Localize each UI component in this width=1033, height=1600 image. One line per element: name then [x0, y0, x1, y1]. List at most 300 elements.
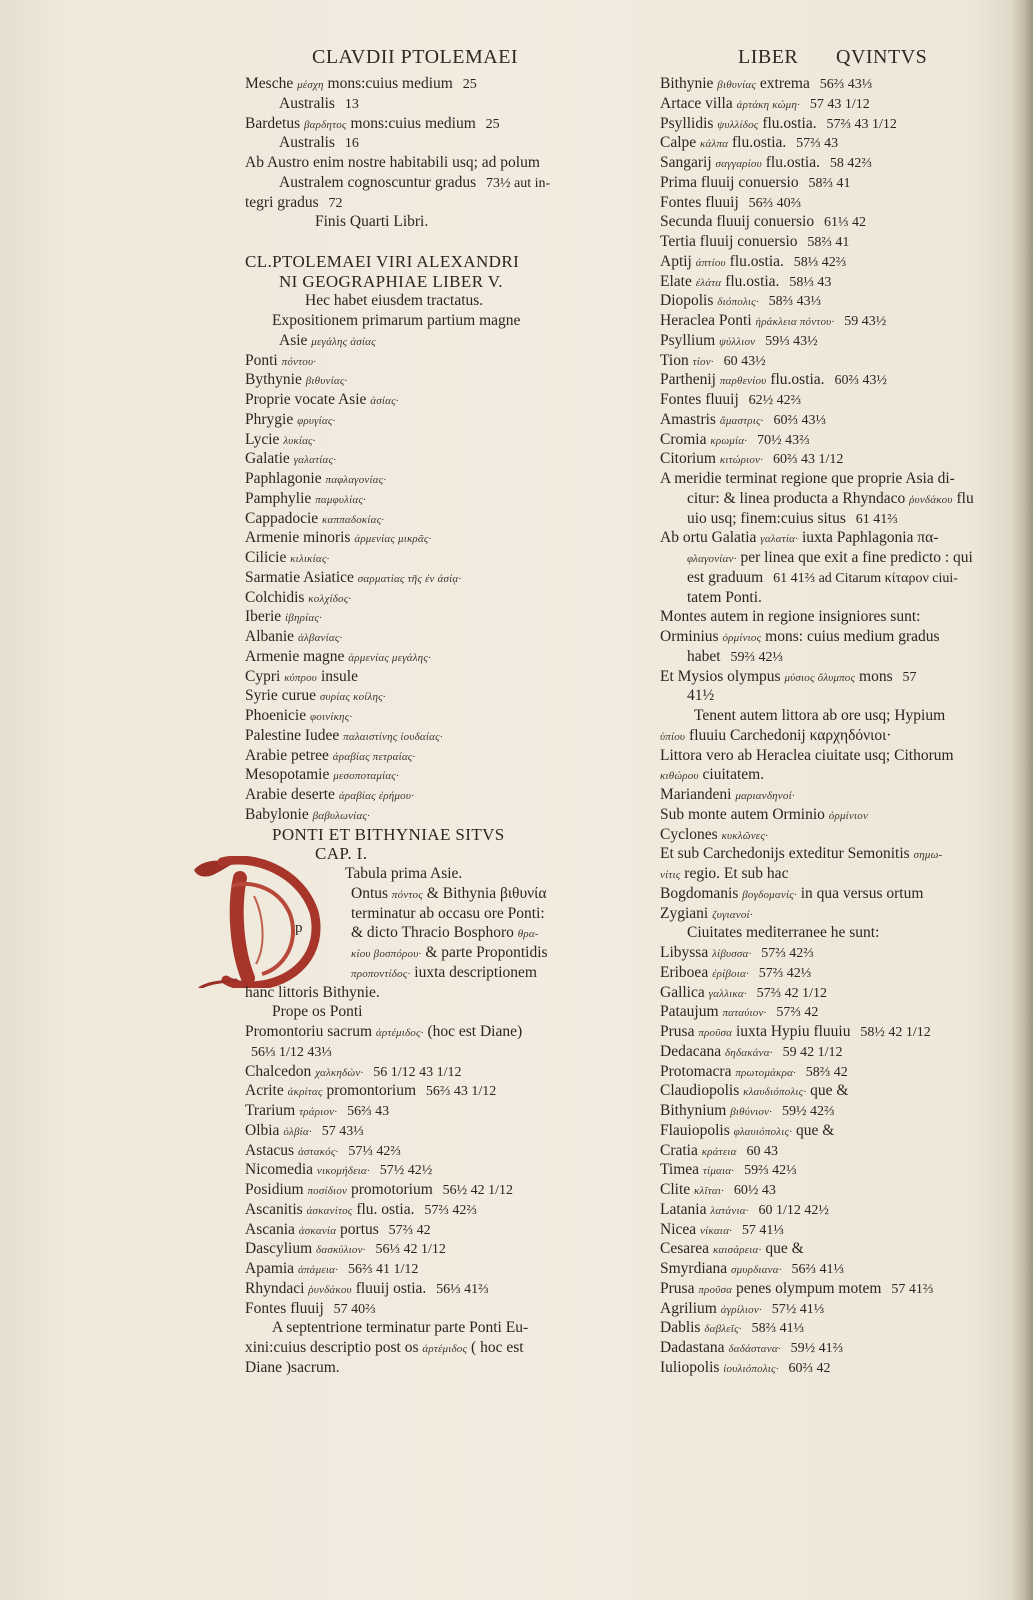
text-line	[660, 351, 980, 371]
text-line	[660, 805, 980, 825]
latin-text: Et Mysios olympus	[660, 667, 781, 685]
latin-text: Psyllidis	[660, 114, 714, 132]
text-line	[660, 1062, 980, 1082]
greek-gloss: τίμαια·	[702, 1165, 735, 1178]
latin-text-cont: ( hoc est	[471, 1339, 524, 1356]
latin-text-cont: flu. ostia.	[356, 1200, 415, 1218]
text-line	[245, 1141, 595, 1161]
latin-text: Timea	[660, 1161, 700, 1179]
greek-gloss: καισάρεια·	[712, 1244, 762, 1257]
greek-gloss: ψυλλίδος	[717, 118, 759, 131]
latin-text: Diane )sacrum.	[245, 1358, 340, 1376]
latin-text: Mariandeni	[660, 786, 732, 803]
text-line	[660, 1279, 980, 1299]
coordinates: 16	[344, 136, 359, 152]
greek-gloss: ἰβηρίας·	[285, 612, 322, 625]
coordinates: 57⅔ 43 1/12	[826, 116, 897, 132]
text-line	[660, 331, 980, 351]
latin-text: Sarmatie Asiatice	[245, 568, 354, 586]
text-line	[245, 627, 595, 647]
latin-text-cont: & parte Propontidis	[425, 944, 548, 961]
text-line	[660, 1042, 980, 1062]
text-line	[245, 212, 595, 232]
text-line	[660, 667, 980, 687]
latin-text: Arabie petree	[245, 746, 329, 764]
latin-text: xini:cuius descriptio post os	[245, 1339, 419, 1356]
coordinates: 58⅓ 42⅔	[793, 254, 847, 270]
greek-gloss: βογδομανίς·	[742, 888, 797, 901]
greek-gloss: γαλλικα·	[708, 987, 747, 1000]
greek-gloss: ἡράκλεια πόντου·	[755, 316, 835, 328]
latin-text: Acrite	[245, 1082, 284, 1100]
text-line	[660, 212, 980, 232]
latin-text: Sangarij	[660, 154, 712, 171]
text-line	[660, 706, 980, 726]
latin-text: Protomacra	[660, 1062, 732, 1080]
greek-gloss: ἀρτέμιδος·	[375, 1027, 424, 1039]
text-line	[660, 94, 980, 114]
text-line	[660, 311, 980, 331]
greek-gloss: ἀρτάκη κώμη·	[736, 98, 800, 111]
text-line	[660, 1121, 980, 1141]
coordinates: 56⅓ 42 1/12	[375, 1242, 446, 1258]
latin-text-cont: mons:cuius medium	[350, 114, 476, 132]
text-line	[660, 1239, 980, 1259]
text-column-right	[660, 74, 980, 1378]
greek-gloss: μαριανδηνοί·	[735, 790, 795, 802]
greek-gloss: κιθώρου	[660, 770, 699, 783]
greek-gloss: συρίας κοίλης·	[319, 691, 386, 704]
text-line	[660, 74, 980, 94]
text-line	[245, 193, 595, 213]
latin-text: Prope os Ponti	[272, 1003, 363, 1021]
text-line	[245, 1279, 595, 1299]
text-line	[245, 1062, 595, 1082]
text-line	[660, 785, 980, 805]
text-line	[245, 1101, 595, 1121]
coordinates: 57⅔ 42	[776, 1005, 819, 1021]
latin-text: Proprie vocate Asie	[245, 391, 367, 408]
greek-gloss: λυκίας·	[283, 434, 316, 447]
text-line	[245, 686, 595, 706]
text-line	[245, 943, 595, 963]
greek-gloss: ἀρτέμιδος	[422, 1343, 468, 1355]
latin-text: Armenie magne	[245, 647, 345, 665]
text-line	[245, 864, 595, 884]
running-head-right-quintus: QVINTVS	[836, 46, 928, 68]
latin-text: Galatie	[245, 450, 290, 468]
latin-text: CAP. I.	[315, 844, 368, 864]
text-line	[245, 449, 595, 469]
greek-gloss: βαβυλωνίας·	[312, 809, 371, 822]
text-line	[245, 1042, 595, 1062]
greek-gloss: μέσχη	[297, 79, 324, 91]
latin-text-cont: penes olympum motem	[735, 1279, 882, 1297]
latin-text-cont: mons	[859, 667, 893, 685]
coordinates: 61⅓ 42	[823, 215, 866, 231]
latin-text: Bogdomanis	[660, 884, 739, 902]
latin-text: Lycie	[245, 430, 280, 448]
text-line	[245, 94, 595, 114]
greek-gloss: φλαγονίαν·	[687, 553, 737, 565]
coordinates: 56 1/12 43 1/12	[373, 1064, 462, 1080]
latin-text: hanc littoris Bithynie.	[245, 983, 380, 1001]
coordinates: 58 42⅔	[829, 156, 872, 171]
text-line	[660, 943, 980, 963]
coordinates: 61 41⅔ ad Citarum κίταρον ciui-	[773, 570, 958, 586]
text-line	[245, 963, 595, 983]
running-head-left: CLAVDII PTOLEMAEI	[312, 46, 519, 68]
guide-letter: p	[295, 920, 303, 936]
coordinates: 57⅔ 42	[388, 1222, 431, 1238]
latin-text: Bythynie	[245, 371, 302, 389]
latin-text: Australem cognoscuntur gradus	[279, 173, 477, 191]
latin-text: Dablis	[660, 1319, 701, 1337]
coordinates: 56⅔ 43⅓	[819, 77, 873, 92]
latin-text: Prusa	[660, 1279, 695, 1297]
latin-text-cont: flu.ostia.	[729, 252, 784, 270]
coordinates: 56⅔ 43 1/12	[425, 1084, 497, 1100]
text-line	[660, 983, 980, 1003]
greek-gloss: ἄμαστρις·	[719, 414, 764, 427]
greek-gloss: δαδάστανα·	[728, 1343, 781, 1355]
greek-gloss: νίκαια·	[700, 1224, 732, 1237]
greek-gloss: ἀστακός·	[297, 1145, 339, 1158]
latin-text: Fontes fluuij	[245, 1299, 324, 1317]
latin-text: tegri gradus	[245, 193, 319, 211]
latin-text-cont: in qua versus ortum	[800, 884, 924, 902]
greek-gloss: θρα-	[517, 928, 539, 941]
text-line	[660, 1081, 980, 1101]
latin-text: Palestine Iudee	[245, 726, 340, 744]
text-line	[660, 686, 980, 706]
latin-text: Ab ortu Galatia	[660, 529, 757, 547]
latin-text: Ascanitis	[245, 1200, 303, 1218]
coordinates: 60⅔ 43 1/12	[772, 452, 844, 468]
greek-gloss: ἀρμενίας μεγάλης·	[348, 651, 431, 664]
greek-gloss: ζυγιανοί·	[712, 908, 753, 921]
text-line	[245, 528, 595, 548]
latin-text: Et sub Carchedonijs exteditur Semonitis	[660, 845, 910, 863]
latin-text: Phoenicie	[245, 707, 307, 724]
latin-text: Zygiani	[660, 904, 709, 922]
greek-gloss: πόντου·	[281, 355, 317, 368]
text-line	[245, 904, 595, 924]
coordinates: 72	[328, 195, 343, 211]
coordinates: 57 43 1/12	[809, 96, 870, 112]
latin-text: Cromia	[660, 430, 707, 448]
latin-text: Heraclea Ponti	[660, 312, 752, 329]
greek-gloss: προῦσα	[698, 1283, 733, 1296]
greek-gloss: βιθυνίας·	[305, 375, 348, 388]
latin-text-cont: mons:cuius medium	[327, 75, 453, 92]
text-line	[245, 1239, 595, 1259]
text-line	[660, 1220, 980, 1240]
text-line	[245, 1220, 595, 1240]
greek-gloss: μεγάλης ἀσίας	[311, 335, 376, 348]
greek-gloss: σαγγαρίου	[715, 158, 762, 170]
latin-text: 41½	[687, 687, 715, 705]
latin-text: Prusa	[660, 1023, 695, 1040]
latin-text: Elate	[660, 272, 692, 290]
latin-text: Australis	[279, 94, 335, 112]
text-line	[245, 351, 595, 371]
latin-text: Bardetus	[245, 114, 301, 132]
greek-gloss: δηδακάνα·	[724, 1046, 773, 1059]
latin-text: NI GEOGRAPHIAE LIBER V.	[279, 271, 503, 291]
latin-text: Agrilium	[660, 1299, 717, 1317]
text-line	[660, 1200, 980, 1220]
text-line	[245, 923, 595, 943]
latin-text: Diopolis	[660, 292, 714, 310]
coordinates: 57½ 41⅓	[771, 1301, 825, 1317]
latin-text: CL.PTOLEMAEI VIRI ALEXANDRI	[245, 251, 520, 271]
text-line	[660, 647, 980, 667]
greek-gloss: ὑπίου	[660, 730, 686, 743]
text-line	[245, 173, 595, 193]
text-line	[245, 469, 595, 489]
latin-text-cont: promontorium	[326, 1082, 417, 1100]
latin-text: Mesche	[245, 75, 294, 92]
latin-text: Cypri	[245, 667, 281, 685]
latin-text: est graduum	[687, 568, 764, 586]
greek-gloss: σημω-	[913, 849, 943, 862]
coordinates: 57 40⅔	[333, 1301, 376, 1317]
greek-gloss: παφλαγονίας·	[325, 474, 387, 486]
latin-text: Claudiopolis	[660, 1082, 740, 1100]
greek-gloss: παρθενίου	[719, 375, 767, 388]
text-line	[660, 469, 980, 489]
latin-text: Ontus	[351, 884, 389, 902]
text-line	[660, 173, 980, 193]
text-line	[660, 726, 980, 746]
latin-text-cont: que &	[810, 1082, 849, 1100]
latin-text: Gallica	[660, 983, 705, 1001]
text-line	[660, 133, 980, 153]
latin-text-cont: que &	[795, 1121, 835, 1139]
latin-text-cont: (hoc est Diane)	[427, 1023, 523, 1040]
coordinates: 59½ 41⅔	[790, 1341, 844, 1356]
latin-text: Iuliopolis	[660, 1358, 720, 1376]
text-line	[245, 1121, 595, 1141]
latin-text: Littora vero ab Heraclea ciuitate usq; Cithorum	[660, 746, 954, 764]
latin-text: Paphlagonie	[245, 470, 322, 487]
latin-text: Smyrdiana	[660, 1260, 728, 1277]
latin-text: Promontoriu sacrum	[245, 1023, 372, 1040]
text-line	[245, 1338, 595, 1358]
greek-gloss: παμφυλίας·	[315, 493, 366, 506]
latin-text: Olbia	[245, 1121, 280, 1139]
latin-text: Finis Quarti Libri.	[315, 213, 429, 231]
text-line	[660, 1338, 980, 1358]
text-line	[660, 963, 980, 983]
coordinates: 59⅓ 43½	[765, 333, 818, 349]
text-line	[660, 1022, 980, 1042]
latin-text: A septentrione terminatur parte Ponti Eu-	[272, 1319, 529, 1337]
latin-text-cont: portus	[340, 1220, 379, 1238]
coordinates: 58⅓ 43	[789, 274, 832, 290]
greek-gloss: φλαυιόπολις·	[733, 1125, 793, 1138]
latin-text-cont: per linea que exit a fine predicto : qui	[740, 549, 973, 566]
latin-text: Armenie minoris	[245, 529, 351, 547]
text-line	[245, 785, 595, 805]
coordinates: 57⅔ 42 1/12	[756, 985, 828, 1001]
greek-gloss: μύσιος ὄλυμπος	[784, 671, 856, 684]
coordinates: 25	[462, 77, 477, 92]
text-line	[245, 133, 595, 153]
latin-text: Tenent autem littora ab ore usq; Hypium	[694, 707, 946, 724]
latin-text-cont: flu.ostia.	[762, 114, 817, 132]
coordinates: 58⅔ 41	[807, 235, 850, 250]
text-line	[660, 430, 980, 450]
text-line	[660, 1358, 980, 1378]
coordinates: 60⅔ 43⅓	[773, 412, 826, 428]
latin-text-cont: promotorium	[350, 1181, 433, 1198]
coordinates: 57	[902, 669, 917, 685]
text-line	[660, 844, 980, 864]
greek-gloss: βαρδητος	[303, 118, 347, 131]
coordinates: 57⅔ 43	[796, 136, 839, 152]
latin-text: Apamia	[245, 1260, 295, 1277]
latin-text: Calpe	[660, 134, 697, 152]
latin-text: Expositionem primarum partium magne	[272, 312, 521, 329]
text-line	[660, 528, 980, 548]
latin-text: Cyclones	[660, 825, 718, 843]
latin-text: Orminius	[660, 628, 719, 645]
text-line	[660, 548, 980, 568]
coordinates: 58½ 42 1/12	[860, 1025, 931, 1040]
text-line	[245, 489, 595, 509]
latin-text: Asie	[279, 331, 308, 349]
text-line	[660, 1259, 980, 1279]
text-line	[245, 232, 595, 252]
text-line	[245, 390, 595, 410]
greek-gloss: ἀσκανία	[298, 1224, 337, 1237]
greek-gloss: τίον·	[692, 355, 714, 368]
latin-text-cont: flu.ostia.	[770, 371, 825, 389]
latin-text: Tabula prima Asie.	[345, 865, 463, 882]
text-line	[245, 272, 595, 292]
text-line	[245, 1160, 595, 1180]
latin-text-cont: insule	[320, 667, 358, 685]
text-line	[660, 923, 980, 943]
greek-gloss: λατάνια·	[710, 1204, 749, 1217]
latin-text-cont: extrema	[759, 75, 810, 92]
text-line	[660, 252, 980, 272]
text-line	[660, 489, 980, 509]
coordinates: 59 42 1/12	[782, 1044, 843, 1060]
latin-text: Montes autem in regione insigniores sunt:	[660, 608, 921, 626]
latin-text-cont: mons: cuius medium gradus	[765, 628, 940, 645]
greek-gloss: κάλπα	[700, 138, 729, 151]
text-line	[245, 252, 595, 272]
text-line	[660, 410, 980, 430]
greek-gloss: προῦσα	[698, 1027, 733, 1039]
greek-gloss: παταύιον·	[722, 1007, 767, 1020]
text-line	[660, 153, 980, 173]
text-line	[660, 1141, 980, 1161]
greek-gloss: παλαιστίνης ἰουδαίας·	[343, 730, 443, 743]
text-column-left	[245, 74, 595, 1378]
greek-gloss: κράτεια	[701, 1145, 737, 1158]
greek-gloss: κρωμία·	[710, 434, 748, 447]
coordinates: 57⅔ 42⅔	[761, 946, 814, 961]
greek-gloss: πρωτομάκρα·	[735, 1066, 796, 1079]
coordinates: 58⅔ 42	[805, 1064, 848, 1080]
latin-text: Ponti	[245, 351, 278, 369]
coordinates: 60⅔ 42	[788, 1360, 831, 1376]
text-line	[660, 746, 980, 766]
text-line	[245, 114, 595, 134]
text-line	[245, 1200, 595, 1220]
text-line	[660, 509, 980, 529]
latin-text: Dascylium	[245, 1240, 313, 1258]
text-line	[245, 746, 595, 766]
coordinates: 59½ 42⅔	[781, 1104, 835, 1119]
latin-text-cont: fluuiu Carchedonij καρχηδόνιοι·	[689, 726, 892, 744]
greek-gloss: μεσοποταμίας·	[333, 770, 399, 783]
text-line	[245, 1259, 595, 1279]
latin-text-cont: flu.ostia.	[765, 154, 820, 171]
greek-gloss: γαλατία·	[760, 533, 799, 546]
latin-text: Ascania	[245, 1220, 295, 1238]
latin-text: Chalcedon	[245, 1062, 312, 1080]
text-line	[245, 1299, 595, 1319]
latin-text: Flauiopolis	[660, 1121, 730, 1139]
coordinates: 56⅔ 40⅔	[748, 195, 802, 211]
latin-text: Ab Austro enim nostre habitabili usq; ad polum	[245, 154, 540, 171]
greek-gloss: νίτις	[660, 869, 681, 881]
greek-gloss: ψύλλιον	[719, 335, 756, 348]
latin-text: Colchidis	[245, 588, 305, 606]
text-line	[660, 232, 980, 252]
latin-text: Trarium	[245, 1102, 296, 1119]
coordinates: 57 43⅓	[321, 1123, 364, 1139]
text-line	[245, 74, 595, 94]
latin-text: Bithynie	[660, 75, 714, 92]
coordinates: 59⅔ 42⅓	[744, 1163, 797, 1179]
text-line	[660, 568, 980, 588]
latin-text: PONTI ET BITHYNIAE SITVS	[272, 824, 505, 844]
latin-text-cont: ciuitatem.	[702, 766, 765, 784]
latin-text: Amastris	[660, 410, 716, 428]
text-line	[660, 1002, 980, 1022]
text-line	[660, 607, 980, 627]
coordinates: 60⅔ 43½	[834, 373, 887, 389]
text-line	[245, 647, 595, 667]
coordinates: 59 43½	[844, 314, 887, 329]
running-head-right-liber: LIBER	[738, 46, 799, 68]
coordinates: 57½ 42½	[379, 1163, 433, 1179]
greek-gloss: κιτώριον·	[719, 454, 764, 467]
latin-text: Pamphylie	[245, 489, 312, 507]
latin-text: Fontes fluuij	[660, 193, 739, 211]
latin-text: Cesarea	[660, 1240, 710, 1258]
coordinates: 73½ aut in-	[486, 175, 551, 191]
text-line	[245, 884, 595, 904]
latin-text: uio usq; finem:cuius situs	[687, 509, 846, 527]
greek-gloss: ἐρίβοια·	[712, 967, 749, 980]
greek-gloss: ἀγρίλιον·	[720, 1303, 762, 1316]
text-line	[245, 844, 595, 864]
latin-text: & dicto Thracio Bosphoro	[351, 924, 514, 942]
coordinates: 56½ 42 1/12	[442, 1183, 514, 1198]
text-line	[245, 706, 595, 726]
text-line	[660, 1180, 980, 1200]
latin-text: Prima fluuij conuersio	[660, 173, 799, 191]
text-line	[245, 370, 595, 390]
text-line	[660, 193, 980, 213]
